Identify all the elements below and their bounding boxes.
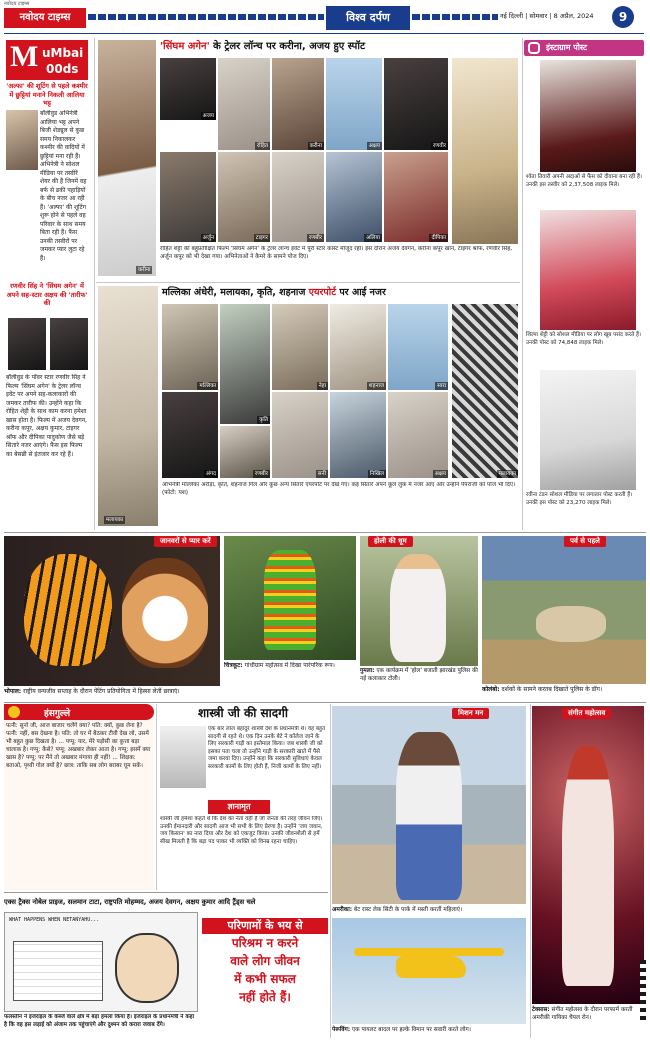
airport-name-shehnaaz: शहनाज [368, 383, 384, 389]
name-ranbir: रणबीर [308, 235, 322, 241]
checked-coat-photo [452, 304, 518, 478]
shastri-title: शास्त्री जी की सादगी [198, 706, 288, 720]
photo-deepika [384, 152, 448, 242]
smiley-icon [8, 706, 20, 718]
middle-caption-2-text: एक पायलट बादल पर हल्के विमान पर सवारी करते लोग। [351, 1027, 471, 1033]
airport-name-akshay: अक्षय [434, 471, 446, 477]
airport-headline-pre: मल्लिका अंधेरी, मलायका, कृति, शहनाज [162, 287, 306, 298]
middle-caption-1 [332, 906, 526, 914]
side-name-malaika: मलायका [106, 517, 124, 523]
painted-faces-photo [4, 536, 220, 686]
shastri-body-2: शास्त्री जी हमेशा कहते थे कि देश का नेता वही है जो जनता की तरह जीवन जिए। उनकी ईमानदारी और सादगी आज भी सभी के लिए प्रेरणा है। उन्होंने 'जय जवान, जय किसान' का नारा दिया और देश को एकजुट किया। उनकी जीवनशैली से हमें सीख मिलती है कि बड़ा पद पाकर भी व्यक्ति को विनम्र रहना चाहिए। [160, 816, 323, 845]
mumbai-logo-text2: 00ds [46, 62, 79, 76]
airport-headline-red: एयरपोर्ट [308, 287, 337, 298]
quote-line-2: परिश्रम न करने [231, 936, 299, 950]
raveena-photo [540, 370, 636, 490]
strip-top-rule [4, 532, 646, 533]
strip-caption-1-text: राष्ट्रीय वन्यजीव सप्ताह के दौरान पेंटिंग प्रतियोगिता में हिस्सा लेतीं छात्राएं। [23, 688, 180, 695]
mumbai-logo-text1: uMbai [42, 46, 84, 60]
masthead-rule [4, 33, 644, 34]
piggyback-photo [332, 706, 526, 904]
plane-body [396, 956, 466, 978]
photo-tiger [218, 152, 270, 242]
airport-name-kriti: कृति [259, 417, 268, 423]
name-kareena: करीना [309, 143, 322, 149]
middle-caption-2 [332, 1026, 526, 1034]
piggyback-figure [396, 732, 462, 900]
story1-kicker: 'अल्फा' की शूटिंग से पहले कश्मीर में छुट्टियां मनाने निकली आलिया भट्ट [6, 82, 88, 107]
col-divider-bottom-2 [330, 704, 331, 1038]
photo-kareena-2 [272, 58, 324, 150]
name-arjun: अर्जुन [202, 235, 214, 241]
name-rohit: रोहित [256, 143, 268, 149]
airport-name-nikhil: निखिल [369, 471, 384, 477]
photo-arjun [160, 152, 216, 242]
cartoon-box [4, 912, 198, 1038]
singham-caption: रोहित शेट्टी की बहुप्रतीक्षित फिल्म 'सिंघम अगेन' के ट्रेलर लॉन्च इवेंट में पूरी स्टार कास्ट मौजूद रही। इस दौरान अजय देवगन, करीना कपूर खान, टाइगर श्रॉफ, रणवीर सिंह, अर्जुन कपूर को भी देखा गया। अभिनेताओं ने कैमरे के सामने पोज दिए। [160, 246, 513, 260]
sangeet-column [532, 704, 646, 1038]
green-effigy [264, 550, 316, 650]
photo-alia [326, 152, 382, 242]
instagram-column [524, 38, 646, 530]
middle-caption-1-text: बेट रास्ट लेक सिटी के पार्क में मस्ती करतीं महिलाएं। [353, 907, 463, 913]
registration-marks [640, 960, 646, 1020]
instagram-title: इंस्टाग्राम पोस्ट [546, 43, 588, 52]
photo-neha [272, 304, 328, 390]
photo-akshay-2 [388, 392, 448, 478]
malaika-main-photo [98, 286, 158, 526]
photo-angad [162, 392, 218, 478]
airport-name-ranbir: रणबीर [254, 471, 268, 477]
cartoon-sketch [13, 941, 103, 1001]
small-top-label: नवोदय टाइम्स [4, 1, 30, 7]
strip-tag-3: पर्व से पहले [564, 536, 606, 547]
shilpa-photo [540, 210, 636, 330]
insta-caption-3: रवीना टंडन सोशल मीडिया पर लगातार पोस्ट करती हैं। उनकी इस पोस्ट को 23,270 लाइक मिले। [526, 492, 633, 506]
middle-caption-2-bold: पेरूविंग: [332, 1027, 351, 1033]
insta-caption-2: शिल्पा शेट्टी को सोशल मीडिया पर लोग खूब पसंद करते हैं। उनकी पोस्ट को 74,848 लाइक मिले। [526, 332, 642, 346]
photo-kriti [220, 304, 270, 424]
side-name-kareena: करीना [138, 267, 151, 273]
strip-caption-3-bold: गुमला: [360, 668, 375, 674]
quote-line-1: परिणामों के भय से [202, 918, 328, 934]
headline-quoted: 'सिंघम अगेन' [160, 41, 210, 52]
news-ticker: एक्स ट्रैक्स नोबेल प्राइज, सलमान टाटा, राष्ट्रपति मोहम्मद, अजय देवगन, अक्षय कुमार आदि ट्रैंड्स चले [4, 898, 256, 906]
shastri-story [158, 704, 328, 890]
story2-body: बॉलीवुड के पॉवर स्टार रणवीर सिंह ने फिल्म 'सिंघम अगेन' के ट्रेलर लॉन्च इवेंट पर अपने सह-कलाकारों की जमकर तारीफ की। उन्होंने कहा कि रोहित शेट्टी के साथ काम करना हमेशा खास होता है। फिल्म में अजय देवगन, करीना कपूर, अक्षय कुमार, टाइगर श्रॉफ और दीपिका पादुकोण जैसे बड़े सितारे नजर आएंगे। फैंस इस फिल्म का बेसब्री से इंतजार कर रहे हैं। [6, 374, 87, 458]
mumbai-logo [6, 40, 88, 80]
humor-header [4, 704, 154, 720]
photo-ranveer [384, 58, 448, 150]
lion-face [122, 558, 208, 668]
airport-caption: अभिनेत्री मल्लिका अरोड़ा, कृति, शहनाज गिल और कुछ अन्य सितारे एयरपोर्ट पर देखे गए। कई सितारे अपने कूल लुक में नजर आए और उन्होंने पैपराजी को पोज भी दिए। (फोटो: यश) [162, 482, 516, 496]
shweta-photo [540, 60, 636, 172]
strip-caption-4 [482, 686, 646, 694]
strip-tag-2: होली की धूम [368, 536, 413, 547]
name-akshay: अक्षय [368, 143, 380, 149]
sangeet-caption-bold: टेक्सास: [532, 1007, 550, 1013]
photo-shehnaaz [330, 304, 386, 390]
cartoon-bubble: WHAT HAPPENS WHEN NETANYAHU... [9, 917, 100, 923]
singham-headline [160, 40, 450, 54]
photo-mallika [162, 304, 218, 390]
mumbai-logo-m: M [10, 40, 39, 73]
photo-nikhil [330, 392, 386, 478]
name-tiger: टाइगर [255, 235, 268, 241]
tiger-face [24, 554, 112, 666]
photo-ranbir [272, 152, 324, 242]
col-divider-insta [522, 38, 523, 530]
name-deepika: दीपिका [431, 235, 446, 241]
strip-caption-4-bold: कोलंबो: [482, 686, 500, 693]
singer-figure [562, 746, 614, 986]
story2-kicker: रणवीर सिंह ने 'सिंघम अगेन' में अपने सह-स्टार अक्षय की 'तारीफ' की [6, 282, 88, 307]
photo-sara [388, 304, 448, 390]
humor-body: पत्नी: सुनो जी, आज बाजार चलेंगे क्या? पति: क्यों, कुछ लेना है? पत्नी: नहीं, बस देखना है। पति: तो घर में बैठकर टीवी देख लो, उसमें भी बहुत कुछ दिखता है। ... पप्पू: यार, मेरे पड़ोसी का कुत्ता बड़ा चालाक है। गप्पू: कैसे? पप्पू: अखबार लेकर आता है। गप्पू: इसमें क्या खास है? पप्पू: पर मैंने तो अखबार मंगाया ही नहीं! ... शिक्षक: बताओ, पृथ्वी गोल क्यों है? छात्र: ताकि सब लोग बराबर घूम सकें। [6, 723, 151, 769]
police-dogs-photo [482, 536, 646, 684]
story1-body: बॉलीवुड अभिनेत्री आलिया भट्ट अपने बिजी शेड्यूल से कुछ समय निकालकर कश्मीर की वादियों में छुट्टियां मना रही हैं। अभिनेत्री ने सोशल मीडिया पर तस्वीरें शेयर की हैं जिनमें वह बर्फ से ढकी पहाड़ियों के बीच नजर आ रही हैं। 'अल्फा' की शूटिंग शुरू होने से पहले वह परिवार के साथ समय बिता रही हैं। फैंस उनकी तस्वीरों पर जमकर प्यार लुटा रहे हैं। [40, 110, 87, 262]
strip-tag-1: जानवरों से प्यार करें [154, 536, 217, 547]
quote-line-5: नहीं होते हैं। [239, 990, 291, 1004]
cartoon-panel [4, 912, 198, 1012]
name-ranveer: रणवीर [433, 143, 446, 149]
strip-caption-2-text: गांधीग्राम महोत्सव में दिखा पारंपरिक रूप। [244, 662, 335, 669]
middle-tag-1: मिशन मन [452, 708, 489, 719]
reader-figure [160, 726, 206, 788]
singer-photo [532, 706, 644, 1004]
strip-caption-4-text: दर्शकों के सामने करतब दिखाते पुलिस के डॉग। [501, 686, 603, 693]
strip-caption-1-bold: भोपाल: [4, 688, 22, 695]
airport-name-neha: नेहा [318, 383, 326, 389]
airport-name-sunny: सनी [317, 471, 326, 477]
cartoon-caption: फलस्तीन ने इजराइल के कब्जे वाले क्षेत्र में बड़ा हमला किया है। इजराइल के प्रधानमंत्री ने कहा है कि वह इस लड़ाई को अंजाम तक पहुंचाएंगे और दुश्मन को करारा जवाब देंगे। [4, 1014, 195, 1028]
shastri-body-1: एक बार लाल बहादुर शास्त्री देश के प्रधानमंत्री थे। वह बहुत सादगी से रहते थे। एक दिन उनके बेटे ने कॉलेज जाने के लिए सरकारी गाड़ी का इस्तेमाल किया। जब शास्त्री जी को इसका पता चला तो उन्होंने गाड़ी के सरकारी खाते में पैसे जमा करवा दिए। उन्होंने कहा कि सरकारी सुविधाएं केवल सरकारी कामों के लिए होती हैं, निजी कामों के लिए नहीं। [208, 726, 326, 770]
masthead [0, 0, 650, 36]
dog-shape [536, 606, 606, 642]
humor-title: हंसगुल्ले [44, 709, 71, 719]
airport-name-mallika: मल्लिका [199, 383, 216, 389]
quote-line-3: वाले लोग जीवन [230, 954, 300, 968]
instagram-icon [528, 42, 540, 54]
col-divider-1 [94, 38, 95, 530]
gyan-header: ज्ञानामृत [208, 800, 270, 814]
headline-rest: के ट्रेलर लॉन्च पर करीना, अजय हुए स्पॉट [213, 41, 365, 52]
strip-caption-2-bold: चित्रकूट: [224, 662, 243, 669]
strip-caption-3 [360, 668, 478, 692]
singham-feature [96, 38, 520, 280]
mumbai-moods-column [4, 38, 92, 530]
bottom-top-rule [4, 702, 646, 703]
insta-caption-1: श्वेता तिवारी अपनी अदाओं से फैंस को दीवाना बना रही हैं। उनकी इस तस्वीर को 2,37,508 लाइक मिले। [526, 174, 642, 188]
strip-caption-1 [4, 688, 274, 696]
sangeet-tag: संगीत महोत्सव [562, 708, 611, 719]
dancer-figure [390, 554, 446, 662]
airport-name-malaika-2: मलायका [498, 471, 516, 477]
cartoon-face [115, 933, 179, 1003]
name-ajay: अजय [202, 113, 214, 119]
ranveer-photo-2 [50, 318, 88, 370]
plane-photo [332, 918, 526, 1024]
page-number: 9 [612, 6, 634, 28]
airport-name-angad: अंगद [205, 471, 216, 477]
col-divider-bottom-3 [530, 704, 531, 1038]
photo-akshay [326, 58, 382, 150]
middle-photos [332, 704, 528, 1038]
quote-box [202, 912, 328, 1038]
airport-top-rule [96, 282, 520, 283]
instagram-header [524, 40, 644, 56]
photo-rohit [218, 58, 270, 150]
col-divider-bottom-1 [156, 704, 157, 890]
sangeet-caption [532, 1006, 644, 1022]
quote-line-4: में कभी सफल [234, 972, 296, 986]
strip-caption-3-text: एक कार्यक्रम में 'होल' बजाती झारखंड पुलिस की नई कलाकार टोली। [360, 668, 478, 682]
airport-feature [96, 284, 520, 530]
masthead-stripe [88, 14, 324, 20]
airport-name-sara: सारा [437, 383, 446, 389]
kareena-main-photo [98, 40, 156, 276]
ticker-rule [4, 892, 328, 893]
dancer-photo [360, 536, 478, 666]
masthead-stripe-right [412, 14, 498, 20]
humor-box [4, 704, 154, 890]
date-line: नई दिल्ली | सोमवार | 8 अप्रैल, 2024 [500, 12, 594, 20]
name-alia: अलिया [366, 235, 380, 241]
photo-strip [4, 534, 646, 700]
plane-wing [354, 948, 504, 956]
middle-caption-1-bold: अमरीका: [332, 907, 353, 913]
airport-headline-post: पर आई नजर [339, 287, 386, 298]
photo-sunny [272, 392, 328, 478]
photo-ranbir-2 [220, 426, 270, 478]
airport-headline [162, 286, 452, 300]
green-crowd-photo [224, 536, 356, 660]
photo-ajay [160, 58, 216, 120]
strip-caption-2 [224, 662, 356, 686]
sangeet-caption-text: संगीत महोत्सव के दौरान परफार्म करती अमरीकी गायिका चैपल रोन। [532, 1007, 633, 1021]
kareena-gown-photo [452, 58, 518, 244]
ranveer-photo-1 [8, 318, 46, 370]
paper-name: नवोदय टाइम्स [4, 8, 86, 28]
section-title: विश्व दर्पण [326, 6, 410, 30]
